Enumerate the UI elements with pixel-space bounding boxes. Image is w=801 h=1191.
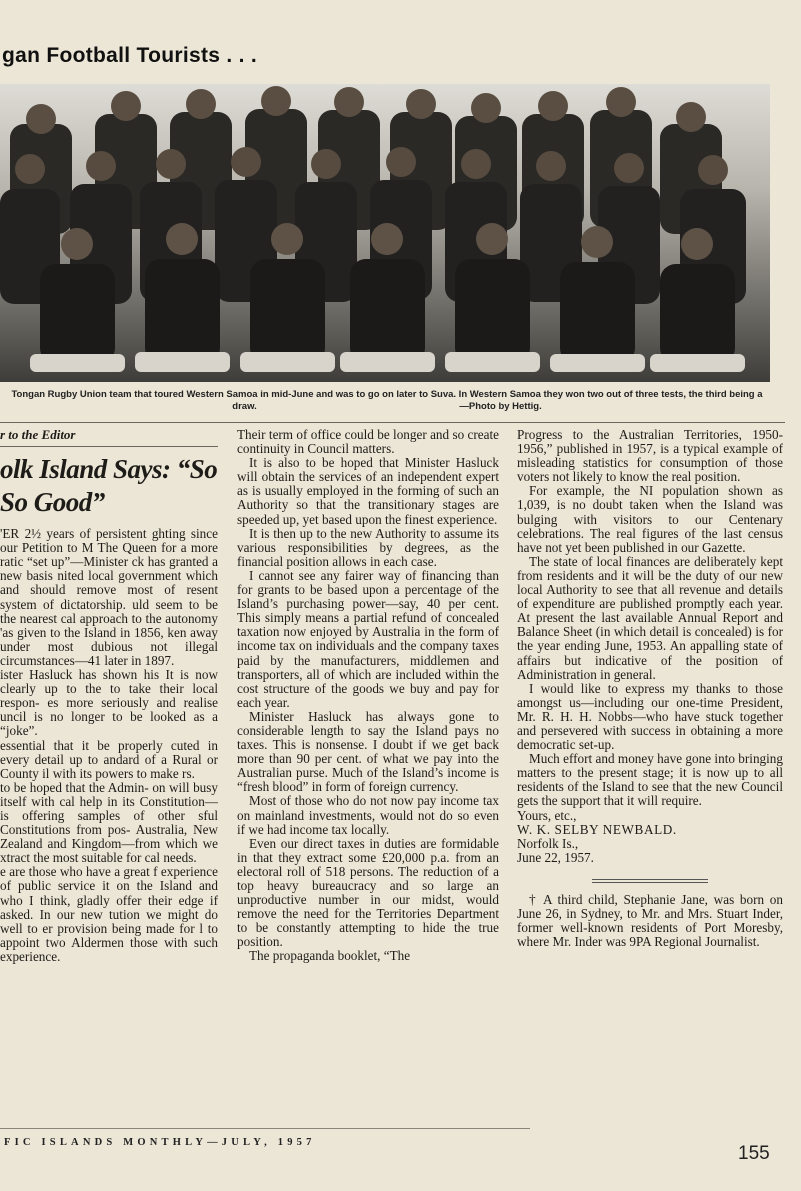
paragraph: e are those who have a great f experience of public service it on the Island and who I think, gladly offer their edge if asked. In our new tution we might do well to er provision being made for l to appoint two Aldermen those with such experience. (0, 864, 218, 964)
page-number: 155 (738, 1143, 770, 1164)
headline-line-1: olk Island Says: “So (0, 454, 218, 485)
paragraph: The state of local finances are deliberately kept from residents and it will be the duty of our new local Authority to see that all revenue and details of expenditure are published promptly each year. At present the last available Annual Report and Balance Sheet (in which detail is concealed) is for the year ending June, 1953. An appalling state of affairs but indicative of the position of Administration in general. (517, 553, 783, 682)
photo-credit: —Photo by Hettig. (459, 401, 542, 412)
paragraph: Most of those who do not now pay income tax on mainland investments, would not do so even if we had income tax locally. (237, 793, 499, 837)
paragraph: The propaganda booklet, “The (249, 948, 411, 964)
paragraph: essential that it be properly cuted in every detail up to andard of a Rural or County il with its powers to make rs. (0, 737, 218, 781)
paragraph: Their term of office could be longer and so create continuity in Council matters. (237, 428, 499, 457)
birth-note: † A third child, Stephanie Jane, was born on June 26, in Sydney, to Mr. and Mrs. Stuart Inder, former well-known residents of Port Moresby, where Mr. Inder was 9PA Regional Journalist. (517, 891, 783, 950)
paragraph: I would like to express my thanks to those amongst us—including our one-time President, Mr. R. H. H. Nobbs—who have stuck together and persevered with success in obtaining a more democratic set-up. (517, 680, 783, 753)
paragraph: Even our direct taxes in duties are formidable in that they extract some £20,000 p.a. from an electoral roll of 518 persons. The reduction of a top heavy bureaucracy and so large an unproductive number in our midst, would remove the need for the Territories Department to be constantly attempting to hide the true position. (237, 835, 499, 950)
letter-place: Norfolk Is., (517, 835, 579, 851)
team-photo-image (0, 84, 770, 382)
top-rule (0, 422, 785, 423)
paragraph: 'ER 2½ years of persistent ghting since our Petition to M The Queen for a more ratic “set up”—Minister ck has granted a new basis nited local government which and should remove most of resent system of dictatorship. uld seem to be the nearest cal approach to the autonomy 'as given to the Island in 1856, ken away under most dubious not illegal circumstances—41 later in 1897. (0, 526, 218, 668)
team-photo (0, 84, 770, 382)
caption-text: Tongan Rugby Union team that toured Western Samoa in mid-June and was to go on later to Suva. In Western Samoa they won two out of three tests, the third being a draw. (11, 389, 763, 412)
headline-line-2: So Good” (0, 487, 105, 518)
paragraph: to be hoped that the Admin- on will busy itself with cal help in its Constitution— is offering samples of other sful Constitutions from pos- Australia, New Zealand and Kingdom—from which we xtract the most suitable for cal needs. (0, 779, 218, 866)
section-label: r to the Editor (0, 428, 218, 447)
paragraph: It is also to be hoped that Minister Hasluck will obtain the services of an independent expert as is usually employed in the forming of such an Authority so that the transitionary stages are speeded up, yet based upon the finest experience. (237, 455, 499, 527)
paragraph: Minister Hasluck has always gone to considerable length to say the Island pays no taxes. This is nonsense. I doubt if we get back more than 90 per cent. of what we pay into the Australian purse. Much of the Island’s income is “fresh blood” in form of foreign currency. (237, 708, 499, 795)
paragraph: Progress to the Australian Territories, 1950-1956,” published in 1957, is a typical example of misleading statistics for consumption of those voters not likely to know the real position. (517, 428, 783, 485)
letter-closing: Yours, etc., (517, 807, 577, 823)
column-1 (0, 428, 218, 1118)
paragraph: Much effort and money have gone into bringing matters to the present stage; it is now up to all residents of the Island to see that the new Council gets the support that it will require. (517, 751, 783, 809)
paragraph: ister Hasluck has shown his It is now clearly up to the to take their local respon- es more seriously and realise uncil is no longer to be looked as a “joke”. (0, 667, 218, 739)
page-title: gan Football Tourists . . . (2, 44, 258, 67)
footer-rule (0, 1128, 530, 1129)
paragraph: For example, the NI population shown as 1,039, is no doubt taken when the Island was bulging with visitors to our Centenary celebrations. The real figures of the last census have not yet been published in our Gazette. (517, 483, 783, 555)
note-divider (592, 879, 708, 883)
running-footer: FIC ISLANDS MONTHLY—JULY, 1957 (4, 1137, 316, 1148)
column-3 (517, 428, 783, 1118)
photo-caption (2, 389, 772, 413)
article-headline (0, 453, 218, 519)
column-2 (237, 428, 499, 1118)
paragraph: I cannot see any fairer way of financing than for grants to be based upon a percentage of the Island’s purchasing power—say, 40 per cent. This simply means a partial refund of concealed taxation now enjoyed by Australia in the form of income tax on individuals and the company taxes paid by the manufacturers, middlemen and transporters, all of which are included within the cost structure of the goods we buy and pay for each year. (237, 567, 499, 710)
letter-date: June 22, 1957. (517, 849, 594, 865)
paragraph: It is then up to the new Authority to assume its various responsibilities by degrees, as the financial position allows in each case. (237, 525, 499, 569)
letter-signature: W. K. SELBY NEWBALD. (517, 821, 677, 837)
